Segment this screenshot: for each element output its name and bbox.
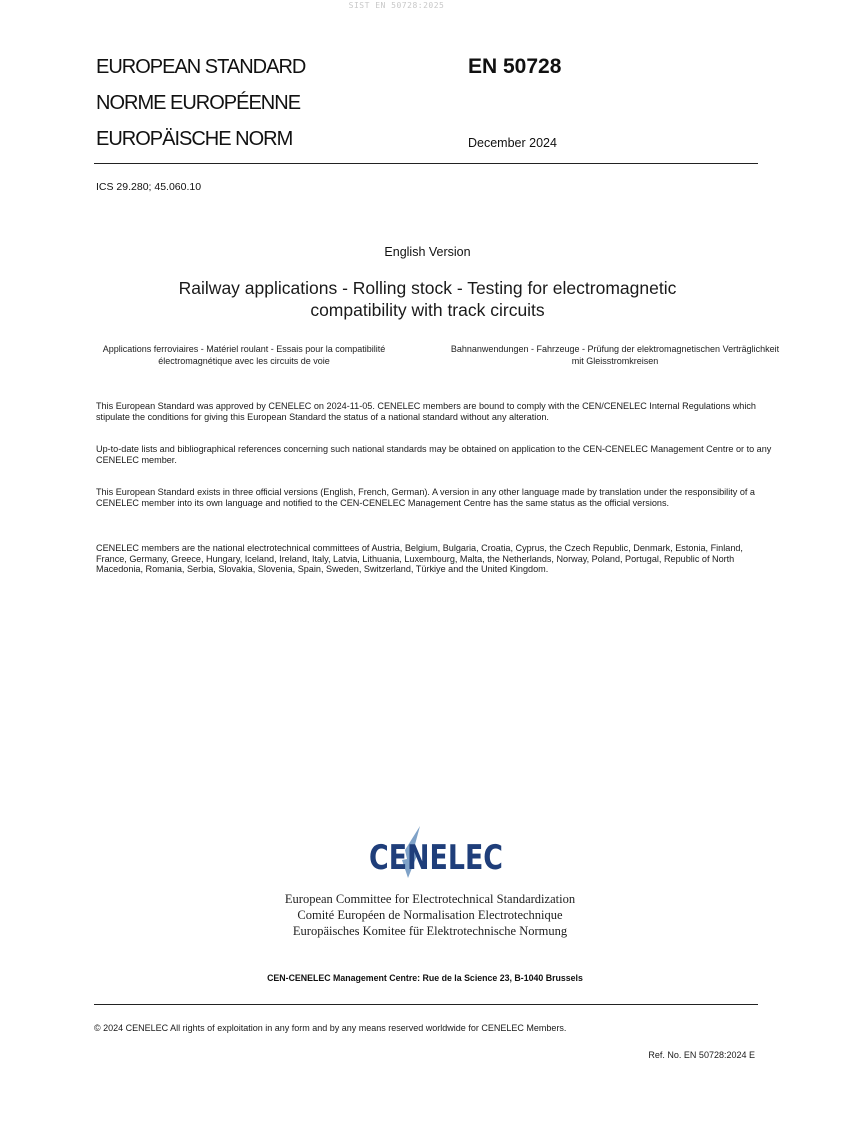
management-centre-address: CEN-CENELEC Management Centre: Rue de la Science 23, B-1040 Brussels (267, 973, 583, 983)
ics-code: ICS 29.280; 45.060.10 (96, 181, 202, 193)
versions-paragraph: This European Standard exists in three official versions (English, French, German). A version in any other language made by translation under the responsibility of a CENELEC member into its own language and notified to the CEN-CENELEC Management Centre has the same status as the official versions. (96, 487, 755, 508)
cenelec-logo-icon (366, 822, 506, 884)
members-paragraph: CENELEC members are the national electrotechnical committees of Austria, Belgium, Bulgaria, Croatia, Cyprus, the Czech Republic, Denmark, Estonia, Finland, France, Germany, Greece, Hungary, Iceland, Ireland, Italy, Latvia, Lithuania, Luxembourg, Malta, the Netherlands, Norway, Poland, Portugal, Republic of North Macedonia, Romania, Serbia, Slovakia, Slovenia, Spain, Sweden, Switzerland, Türkiye and the United Kingdom. (96, 543, 743, 574)
cenelec-logo (366, 822, 506, 884)
watermark: SIST EN 50728:2025 (348, 1, 445, 10)
language-version: English Version (384, 245, 471, 259)
standard-name-en: EUROPEAN STANDARD (96, 56, 306, 78)
committee-name-fr: Comité Européen de Normalisation Electrotechnique (297, 908, 563, 922)
title-french: Applications ferroviaires - Matériel roulant - Essais pour la compatibilité électromagnétique avec les circuits de voie (102, 344, 386, 366)
title-german: Bahnanwendungen - Fahrzeuge - Prüfung der elektromagnetischen Verträglichkeit mit Gleisstromkreisen (450, 344, 780, 366)
standard-number: EN 50728 (468, 55, 562, 78)
committee-names (180, 891, 680, 939)
header-divider (94, 163, 758, 164)
logo-wordmark: CENELEC (369, 838, 503, 878)
committee-name-de: Europäisches Komitee für Elektrotechnische Normung (292, 924, 568, 938)
standard-name-de: EUROPÄISCHE NORM (96, 128, 293, 150)
standard-name-fr: NORME EUROPÉENNE (96, 92, 301, 114)
footer-divider (94, 1004, 758, 1005)
copyright-notice: © 2024 CENELEC All rights of exploitation in any form and by any means reserved worldwide for CENELEC Members. (94, 1023, 567, 1033)
references-paragraph: Up-to-date lists and bibliographical references concerning such national standards may be obtained on application to the CEN-CENELEC Management Centre or to any CENELEC member. (96, 444, 772, 465)
approval-paragraph: This European Standard was approved by CENELEC on 2024-11-05. CENELEC members are bound to comply with the CEN/CENELEC Internal Regulations which stipulate the conditions for giving this European Standard the status of a national standard without any alteration. (96, 401, 756, 422)
document-title: Railway applications - Rolling stock - Testing for electromagnetic compatibility with track circuits (178, 278, 677, 320)
committee-name-en: European Committee for Electrotechnical Standardization (284, 892, 576, 906)
reference-number: Ref. No. EN 50728:2024 E (648, 1050, 755, 1060)
publication-date: December 2024 (468, 136, 557, 150)
